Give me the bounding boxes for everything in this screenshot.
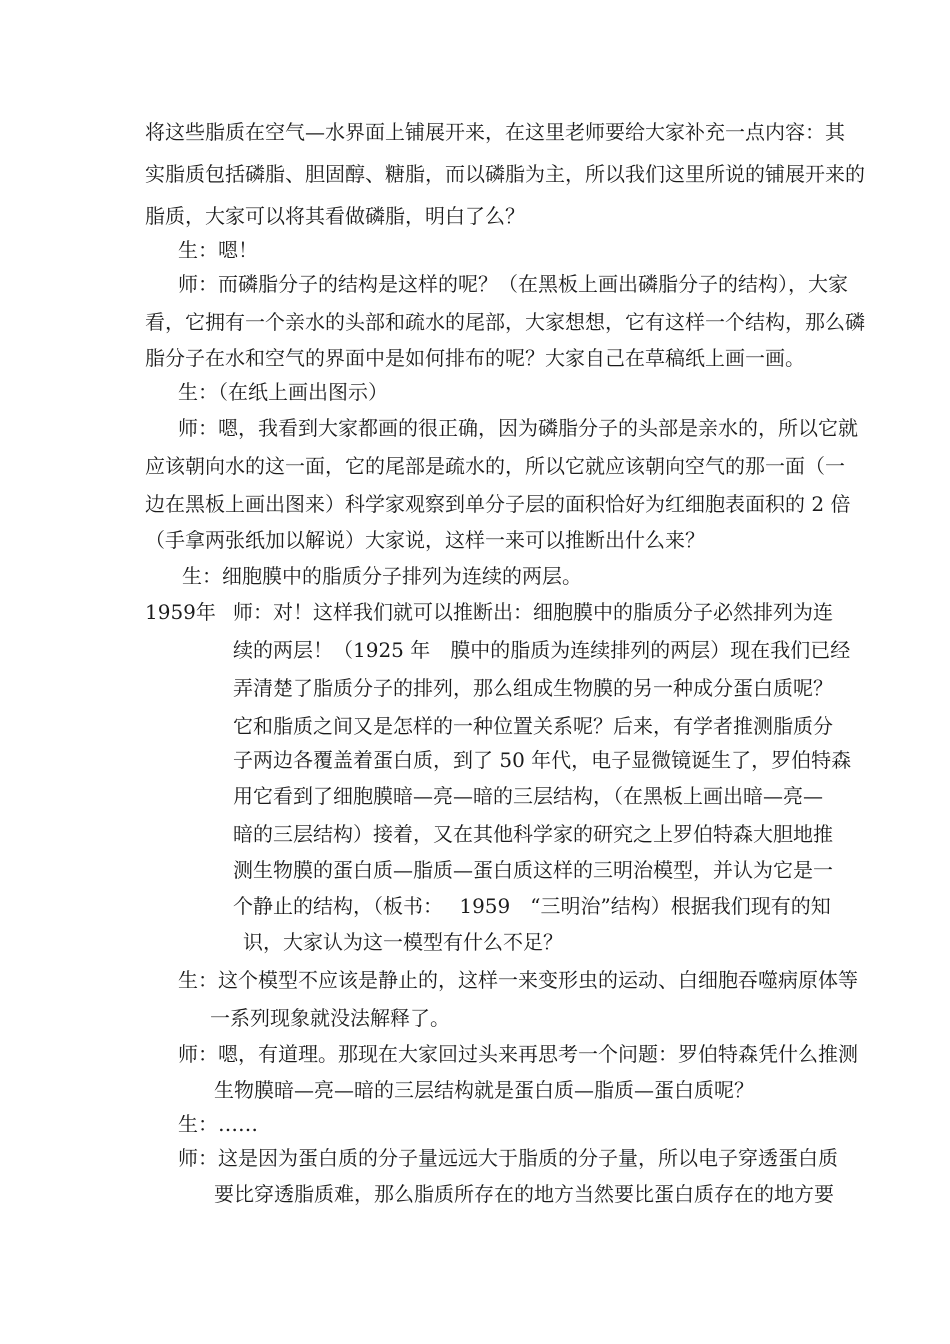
margin-year-note: 1959年 <box>145 600 216 624</box>
paragraph-line: （手拿两张纸加以解说）大家说，这样一来可以推断出什么来？ <box>145 528 705 552</box>
paragraph-line: 子两边各覆盖着蛋白质，到了 50 年代，电子显微镜诞生了，罗伯特森 <box>233 748 852 772</box>
paragraph-line: 看，它拥有一个亲水的头部和疏水的尾部，大家想想，它有这样一个结构，那么磷 <box>145 310 865 334</box>
paragraph-line: 师：嗯，有道理。那现在大家回过头来再思考一个问题：罗伯特森凭什么推测 <box>178 1042 858 1066</box>
paragraph-line: 生物膜暗—亮—暗的三层结构就是蛋白质—脂质—蛋白质呢？ <box>214 1078 754 1102</box>
paragraph-line: 生：这个模型不应该是静止的，这样一来变形虫的运动、白细胞吞噬病原体等 <box>178 968 858 992</box>
paragraph-line: 师：嗯，我看到大家都画的很正确，因为磷脂分子的头部是亲水的，所以它就 <box>178 416 858 440</box>
paragraph-line: 测生物膜的蛋白质—脂质—蛋白质这样的三明治模型，并认为它是一 <box>233 858 833 882</box>
paragraph-line: 续的两层！（1925 年 膜中的脂质为连续排列的两层）现在我们已经 <box>233 638 851 662</box>
paragraph-line: 暗的三层结构）接着，又在其他科学家的研究之上罗伯特森大胆地推 <box>233 822 833 846</box>
paragraph-line: 生：…… <box>178 1112 258 1136</box>
paragraph-line: 师：对！这样我们就可以推断出：细胞膜中的脂质分子必然排列为连 <box>233 600 833 624</box>
paragraph-line: 实脂质包括磷脂、胆固醇、糖脂，而以磷脂为主，所以我们这里所说的铺展开来的 <box>145 162 865 186</box>
paragraph-line: 脂质，大家可以将其看做磷脂，明白了么？ <box>145 204 525 228</box>
paragraph-line: 它和脂质之间又是怎样的一种位置关系呢？后来，有学者推测脂质分 <box>233 714 833 738</box>
paragraph-line: 将这些脂质在空气—水界面上铺展开来，在这里老师要给大家补充一点内容：其 <box>145 120 845 144</box>
paragraph-line: 生：细胞膜中的脂质分子排列为连续的两层。 <box>182 564 582 588</box>
paragraph-line: 生：嗯！ <box>178 238 258 262</box>
paragraph-line: 应该朝向水的这一面，它的尾部是疏水的，所以它就应该朝向空气的那一面（一 <box>145 454 845 478</box>
paragraph-line: 弄清楚了脂质分子的排列，那么组成生物膜的另一种成分蛋白质呢？ <box>233 676 833 700</box>
paragraph-line: 师：而磷脂分子的结构是这样的呢？（在黑板上画出磷脂分子的结构），大家 <box>178 272 848 296</box>
paragraph-line: 用它看到了细胞膜暗—亮—暗的三层结构，（在黑板上画出暗—亮— <box>233 784 823 808</box>
paragraph-line: 脂分子在水和空气的界面中是如何排布的呢？大家自己在草稿纸上画一画。 <box>145 346 805 370</box>
paragraph-line: 个静止的结构，（板书： 1959 “三明治”结构）根据我们现有的知 <box>233 894 831 918</box>
paragraph-line: 识，大家认为这一模型有什么不足？ <box>243 930 563 954</box>
paragraph-line: 要比穿透脂质难，那么脂质所存在的地方当然要比蛋白质存在的地方要 <box>214 1182 834 1206</box>
paragraph-line: 一系列现象就没法解释了。 <box>210 1006 450 1030</box>
paragraph-line: 师：这是因为蛋白质的分子量远远大于脂质的分子量，所以电子穿透蛋白质 <box>178 1146 838 1170</box>
paragraph-line: 边在黑板上画出图来）科学家观察到单分子层的面积恰好为红细胞表面积的 2 倍 <box>145 492 851 516</box>
paragraph-line: 生：（在纸上画出图示） <box>178 380 388 404</box>
